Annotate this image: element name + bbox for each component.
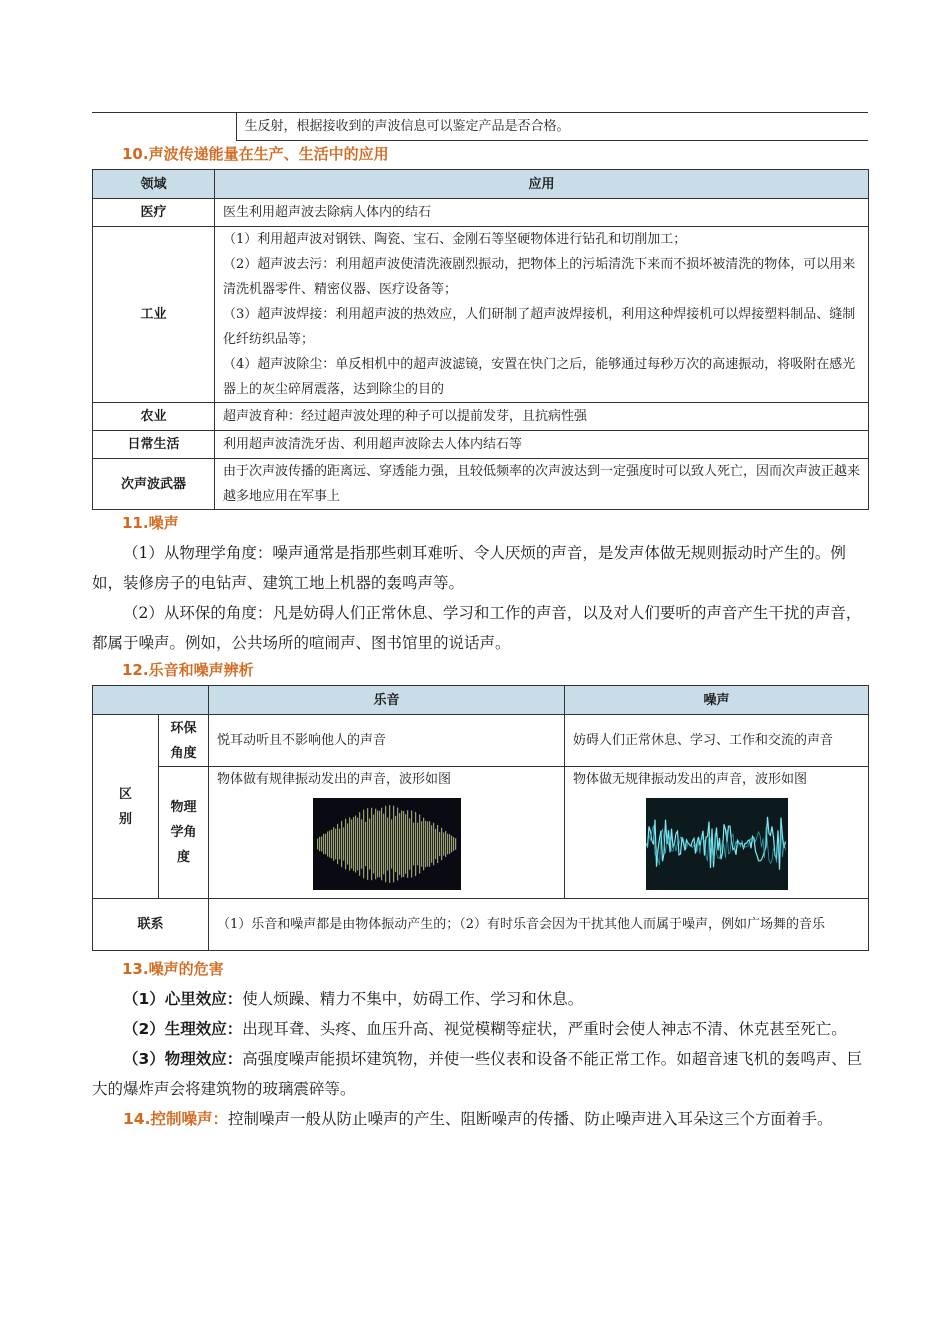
industry-line-2: （2）超声波去污：利用超声波使清洗液剧烈振动，把物体上的污垢清洗下来而不损坏被清洗的物体，可以用来清洗机器零件、精密仪器、医疗设备等；	[223, 257, 856, 297]
phys-angle-label: 物理学角度	[159, 767, 209, 899]
field-medical: 医疗	[93, 199, 215, 227]
phys-music-cell	[209, 767, 565, 899]
env-music-text: 悦耳动听且不影响他人的声音	[209, 715, 565, 767]
field-daily-life: 日常生活	[93, 431, 215, 459]
industry-line-1: （1）利用超声波对钢铁、陶瓷、宝石、金刚石等坚硬物体进行钻孔和切削加工；	[223, 232, 687, 247]
env-noise-text: 妨碍人们正常休息、学习、工作和交流的声音	[565, 715, 869, 767]
effect-physical-text: 高强度噪声能损坏建筑物，并使一些仪表和设备不能正常工作。如超音速飞机的轰鸣声、巨大的爆炸声会将建筑物的玻璃震碎等。	[92, 1050, 863, 1098]
app-industry	[215, 227, 869, 403]
section13-heading: 13.噪声的危害	[122, 960, 224, 978]
noise-waveform-image	[646, 798, 788, 890]
link-label: 联系	[93, 899, 209, 951]
effect-physical	[92, 1044, 868, 1104]
diff-label: 区别	[93, 715, 159, 899]
section11-heading: 11.噪声	[122, 514, 179, 532]
field-industry: 工业	[93, 227, 215, 403]
noise-control-label: 14.控制噪声：	[123, 1110, 228, 1128]
phys-noise-cell	[565, 767, 869, 899]
effect-physiological-text: 出现耳聋、头疼、血压升高、视觉模糊等症状，严重时会使人神志不清、休克甚至死亡。	[242, 1020, 847, 1038]
effect-physiological	[92, 1014, 868, 1044]
link-text: （1）乐音和噪声都是由物体振动产生的；（2）有时乐音会因为干扰其他人而属于噪声，例如广场舞的音乐	[209, 899, 869, 951]
effect-psychological-text: 使人烦躁、精力不集中，妨碍工作、学习和休息。	[242, 990, 584, 1008]
music-noise-table	[92, 685, 869, 951]
phys-music-text: 物体做有规律振动发出的声音，波形如图	[217, 772, 452, 787]
noise-physics-paragraph: （1）从物理学角度：噪声通常是指那些刺耳难听、令人厌烦的声音，是发声体做无规则振动时产生的。例如，装修房子的电钻声、建筑工地上机器的轰鸣声等。	[92, 544, 846, 592]
effect-psychological-label: （1）心里效应：	[123, 990, 243, 1008]
effect-psychological	[92, 984, 868, 1014]
env-angle-label: 环保角度	[159, 715, 209, 767]
app-infrasound-weapon: 由于次声波传播的距离远、穿透能力强，且较低频率的次声波达到一定强度时可以致人死亡，因而次声波正越来越多地应用在军事上	[215, 459, 869, 510]
noise-control-text: 控制噪声一般从防止噪声的产生、阻断噪声的传播、防止噪声进入耳朵这三个方面着手。	[227, 1110, 833, 1128]
effect-physical-label: （3）物理效应：	[123, 1050, 243, 1068]
noise-environment-paragraph: （2）从环保的角度：凡是妨碍人们正常休息、学习和工作的声音，以及对人们要听的声音产生干扰的声音，都属于噪声。例如，公共场所的喧闹声、图书馆里的说话声。	[92, 604, 862, 652]
music-waveform-image	[313, 798, 461, 890]
corner-header	[93, 686, 209, 715]
app-daily-life: 利用超声波清洗牙齿、利用超声波除去人体内结石等	[215, 431, 869, 459]
section12-heading: 12.乐音和噪声辨析	[122, 661, 254, 679]
field-infrasound-weapon: 次声波武器	[93, 459, 215, 510]
col-app-header: 应用	[215, 170, 869, 199]
empty-cell	[92, 113, 236, 141]
field-agriculture: 农业	[93, 403, 215, 431]
phys-noise-text: 物体做无规律振动发出的声音，波形如图	[573, 772, 808, 787]
section10-heading: 10.声波传递能量在生产、生活中的应用	[122, 145, 389, 163]
col-noise-header: 噪声	[565, 686, 869, 715]
col-field-header: 领域	[93, 170, 215, 199]
industry-line-3: （3）超声波焊接：利用超声波的热效应，人们研制了超声波焊接机，利用这种焊接机可以焊接塑料制品、缝制化纤纺织品等；	[223, 307, 856, 347]
noise-control-paragraph	[92, 1104, 868, 1134]
application-table	[92, 169, 869, 510]
col-music-header: 乐音	[209, 686, 565, 715]
app-medical: 医生利用超声波去除病人体内的结石	[215, 199, 869, 227]
app-agriculture: 超声波育种：经过超声波处理的种子可以提前发芽，且抗病性强	[215, 403, 869, 431]
industry-line-4: （4）超声波除尘：单反相机中的超声波滤镜，安置在快门之后，能够通过每秒万次的高速振动，将吸附在感光器上的灰尘碎屑震落，达到除尘的目的	[223, 357, 856, 397]
effect-physiological-label: （2）生理效应：	[123, 1020, 243, 1038]
continuation-text: 生反射，根据接收到的声波信息可以鉴定产品是否合格。	[236, 113, 868, 141]
continuation-table	[92, 112, 868, 141]
